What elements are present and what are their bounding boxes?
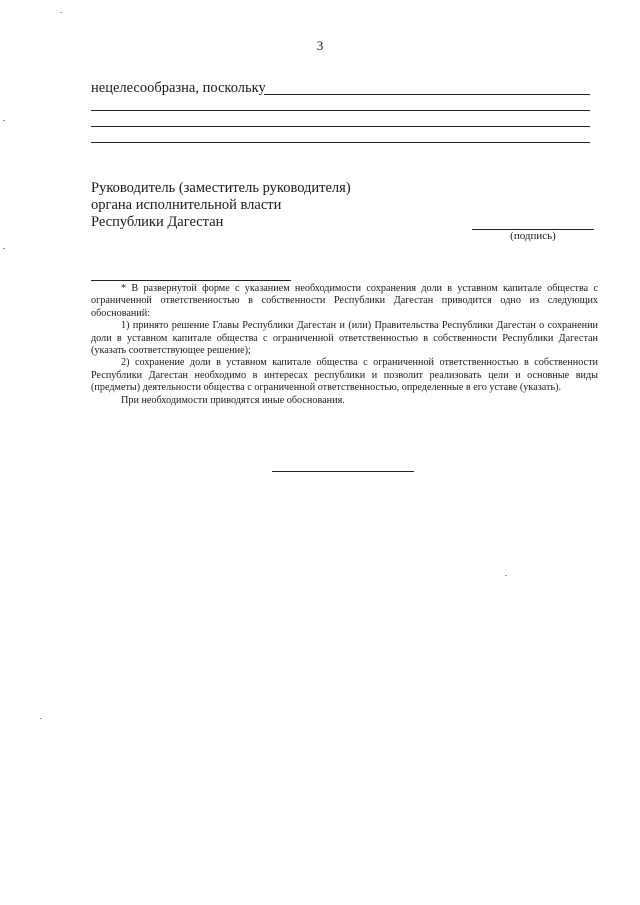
reason-fill-line [91,110,590,111]
footnote-paragraph: * В развернутой форме с указанием необходимости сохранения доли в уставном капитале общества с ограниченной ответственностью в собственности Республики Дагестан приводится одно из следующих обоснований: [91,283,598,319]
reason-fill-line [91,126,590,127]
reason-fill-line [264,94,590,95]
end-of-document-rule [272,471,414,472]
signatory-title-line: Руководитель (заместитель руководителя) [91,180,351,196]
scan-speck [60,12,62,13]
footnote-separator [91,280,291,281]
signature-caption: (подпись) [510,230,556,242]
signatory-block [91,180,351,231]
reason-lead-text: нецелесообразна, поскольку [91,80,266,96]
footnote-paragraph: При необходимости приводятся иные обоснования. [121,394,345,406]
reason-fill-line [91,142,590,143]
footnote [91,283,598,407]
page-number: 3 [316,38,324,53]
signatory-title-line: Республики Дагестан [91,214,224,230]
scan-speck [40,718,42,719]
scan-speck [505,575,507,576]
footnote-paragraph: 2) сохранение доли в уставном капитале общества с ограниченной ответственностью в собственности Республики Дагестан необходимо в интересах республики и позволит реализовать цели и основные виды (предметы) деятельности общества с ограниченной ответственностью, определенные в его уставе (указать). [91,357,598,394]
scan-speck [3,248,5,249]
signatory-title-line: органа исполнительной власти [91,197,282,213]
footnote-paragraph: 1) принято решение Главы Республики Дагестан и (или) Правительства Республики Дагестан о сохранении доли в уставном капитале общества с ограниченной ответственностью в собственности Республики Дагестан (указать соответствующее решение); [91,320,598,357]
scan-speck [3,120,5,121]
